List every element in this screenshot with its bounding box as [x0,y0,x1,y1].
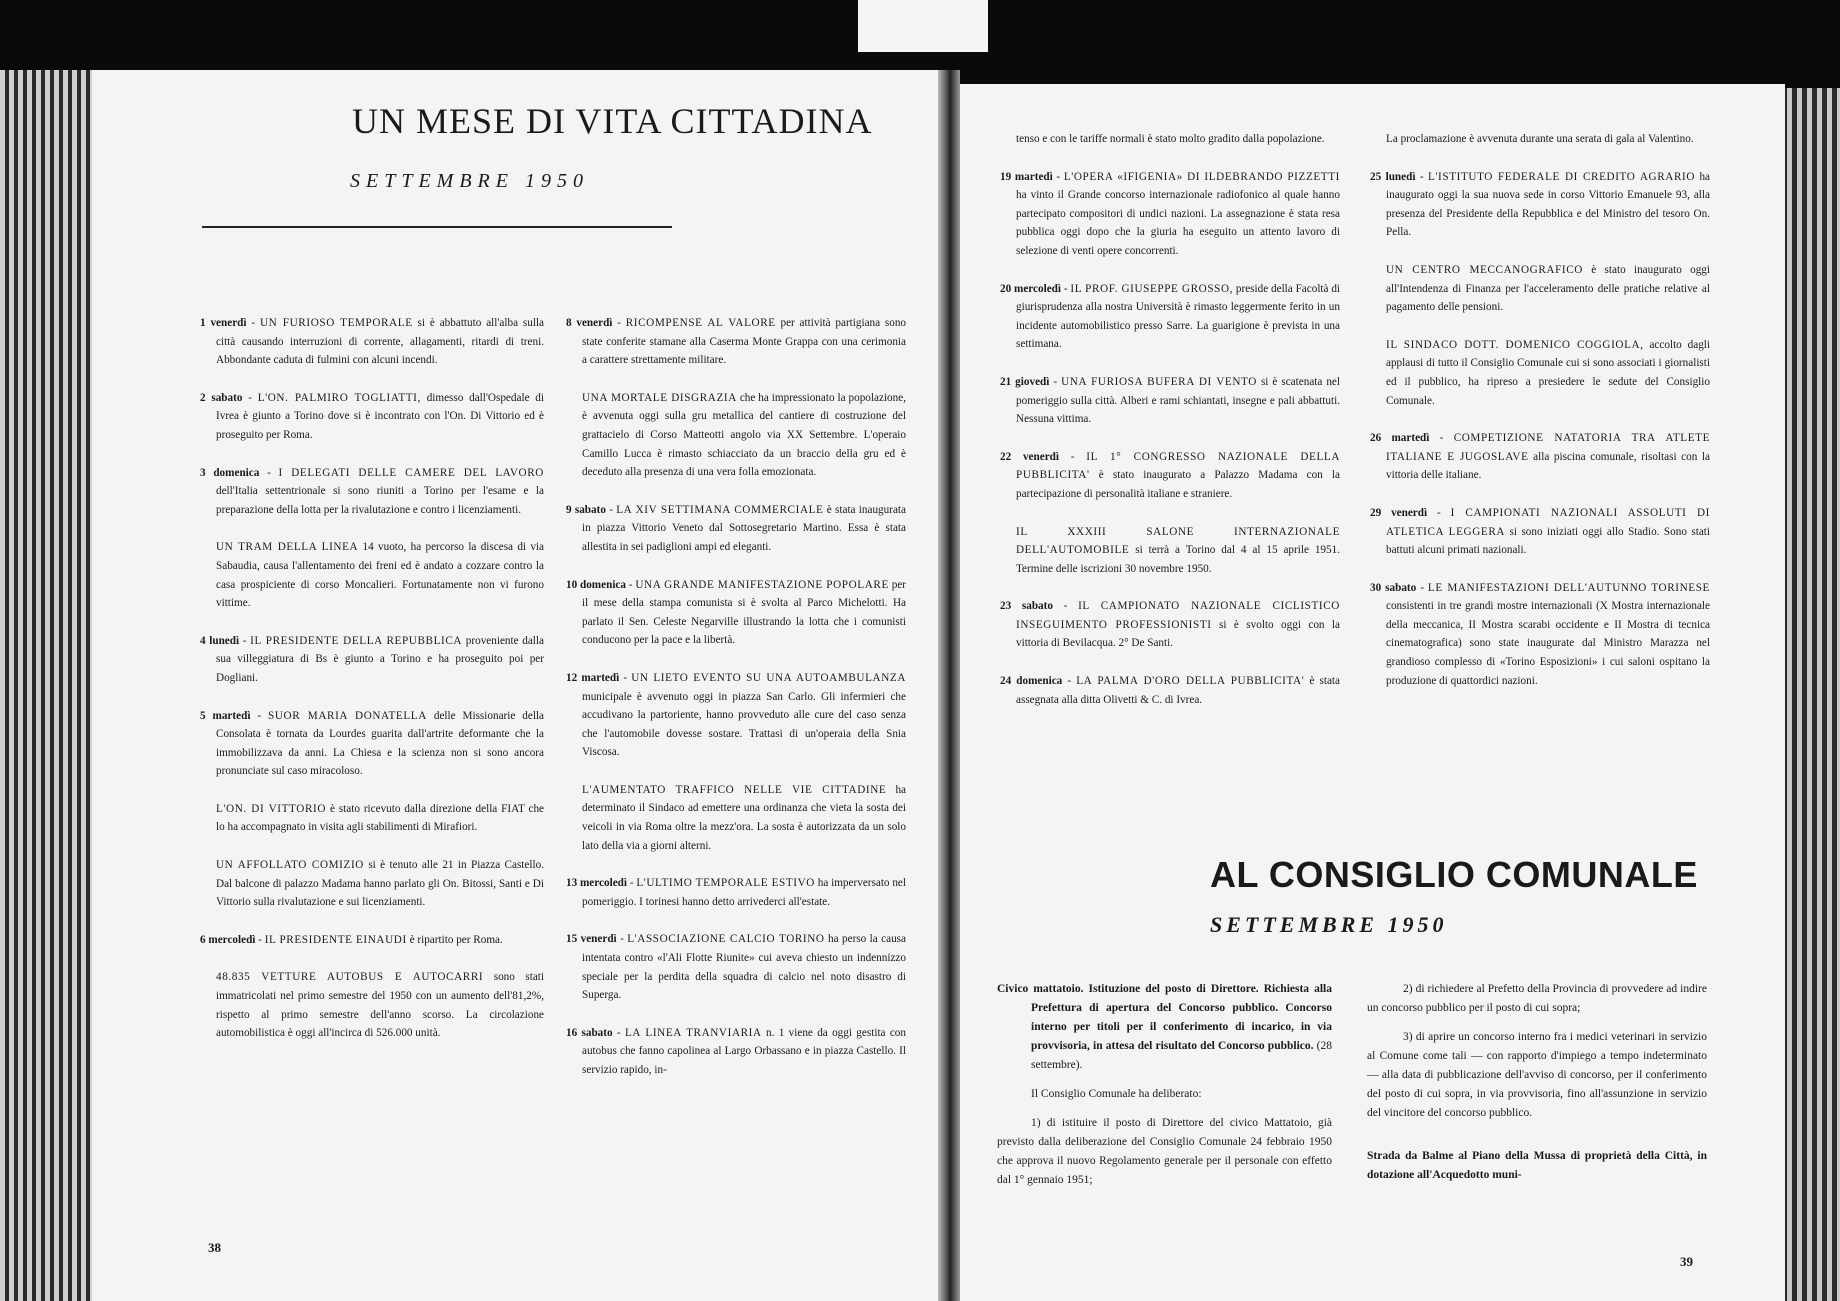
entry-date: 8 venerdì [566,317,613,329]
entry-text: ha vinto il Grande concorso internazionale radiofonico al quale hanno partecipato compositori di undici nazioni. La assegnazione è stata resa pubblica oggi dopo che la giuria ha eseguito un attento lavoro di selezione di venti opere concorrenti. [1016,189,1340,257]
chronicle-entry: 15 venerdì - L'ASSOCIAZIONE CALCIO TORINO ha perso la causa intentata contro «l'Ali Flotte Riunite» cui aveva chiesto un indennizzo speciale per la perdita della squadra di calcio nel noto disastro di Superga. [566,933,907,1002]
entry-text: proveniente dalla sua villeggiatura di Bs è giunto a Torino e ha proseguito poi per Dogliani. [216,634,544,684]
entry-text: è ripartito per Roma. [409,933,503,946]
chronicle-entry: 9 sabato - LA XIV SETTIMANA COMMERCIALE è stata inaugurata in piazza Vittorio Veneto dal Sottosegretario Martino. Essa è stata allestita in sei padiglioni ampi ed eleganti. [566,503,907,553]
entry-text: delle Missionarie della Consolata è tornata da Lourdes guarita dall'artrite deformante che la immobilizzava da anni. La Chiesa e la scienza non si sono ancora pronunciate sul caso miracoloso. [216,709,545,778]
entry-headline: UN LIETO EVENTO SU UNA AUTOAMBULANZA [631,671,906,684]
entry-date: 23 sabato [1000,600,1053,613]
left-page-edges [0,70,95,1301]
entry-headline: IL CAMPIONATO NAZIONALE CICLISTICO INSEGUIMENTO PROFESSIONISTI [1016,600,1340,631]
entry-date: 2 sabato [200,391,243,404]
chronicle-entry: 6 mercoledì - IL PRESIDENTE EINAUDI è ripartito per Roma. [200,933,503,946]
entry-headline: LE MANIFESTAZIONI DELL'AUTUNNO TORINESE [1427,581,1710,594]
right-page [955,84,1785,1301]
chronicle-entry [1370,261,1710,317]
entry-text: n. 1 viene da oggi gestita con autobus che fanno capolinea al Largo Orbassano e in piazza Castello. Il servizio rapido, in- [582,1026,906,1076]
right-column-2 [1370,130,1710,709]
chronicle-entry: 5 martedì - SUOR MARIA DONATELLA delle Missionarie della Consolata è tornata da Lourdes guarita dall'artrite deformante che la immobilizzava da anni. La Chiesa e la scienza non si sono ancora pronunciate sul caso miracoloso. [200,709,545,778]
chronicle-entry: 13 mercoledì - L'ULTIMO TEMPORALE ESTIVO ha imperversato nel pomeriggio. I torinesi hanno detto arrivederci all'estate. [566,877,906,908]
council-column-1 [997,980,1332,1190]
entry-date: 29 venerdì [1370,506,1428,519]
council-title: AL CONSIGLIO COMUNALE [1210,854,1698,895]
chronicle-entry: 29 venerdì - I CAMPIONATI NAZIONALI ASSOLUTI DI ATLETICA LEGGERA si sono iniziati oggi allo Stadio. Sono stati battuti alcuni primati nazionali. [1370,506,1711,557]
council-paragraph: 1) di istituire il posto di Direttore del civico Mattatoio, già previsto dalla deliberazione del Consiglio Comunale 24 febbraio 1950 che approva il nuovo Regolamento generale per il personale con effetto dal 1° gennaio 1951; [997,1117,1332,1186]
chronicle-entry: 30 sabato - LE MANIFESTAZIONI DELL'AUTUNNO TORINESE consistenti in tre grandi mostre internazionali (X Mostra internazionale della meccanica, II Mostra scarabi occidente e II Mostra di tecnica cinematografica) sono state inaugurate dal Ministro Marazza nel grandioso complesso di «Torino Esposizioni» i cui saloni ospitano la produzione di quattordici nazioni. [1370,581,1710,687]
chronicle-entry: 16 sabato - LA LINEA TRANVIARIA n. 1 viene da oggi gestita con autobus che fanno capolinea al Largo Orbassano e in piazza Castello. Il servizio rapido, in- [566,1026,906,1076]
entry-date: 9 sabato [566,503,606,516]
entry-date: 1 venerdì [200,317,247,329]
entry-headline: UNA GRANDE MANIFESTAZIONE POPOLARE [635,578,889,591]
entry-date: 4 lunedì [200,634,240,647]
chronicle-entry [200,856,544,912]
chronicle-entry [566,389,906,482]
entry-text: si è scatenata nel pomeriggio sulla città. Alberi e rami schiantati, insegne e pali abbattuti. Nessuna vittima. [1016,375,1341,426]
entry-headline: IL PROF. GIUSEPPE GROSSO, [1070,282,1234,295]
entry-headline: COMPETIZIONE NATATORIA TRA ATLETE ITALIANE E JUGOSLAVE [1386,432,1710,463]
entry-text: 14 vuoto, ha percorso la discesa di via Sabaudia, causa l'allentamento dei freni ed è andato a cozzare contro la casa prospiciente di corso Moncalieri. Fortunatamente non vi furono vittime. [216,541,545,610]
entry-text: si è tenuto alle 21 in Piazza Castello. Dal balcone di palazzo Madama hanno parlato gli On. Bitossi, Santi e Di Vittorio sulla rivalutazione e sui licenziamenti. [216,859,544,909]
entry-date: 6 mercoledì [200,933,256,946]
entry-text: dell'Italia settentrionale si sono riuniti a Torino per l'esame e la preparazione della lotta per la rivalutazione e contro i licenziamenti. [216,485,544,516]
entry-headline: L'ULTIMO TEMPORALE ESTIVO [636,877,815,890]
entry-date: 30 sabato [1370,581,1417,594]
entry-text: ha perso la causa intentata contro «l'Ali Flotte Riunite» cui aveva chiesto un indennizzo speciale per la perdita della squadra di calcio nel noto disastro di Superga. [582,933,907,1002]
council-subtitle: SETTEMBRE 1950 [1210,912,1448,937]
chronicle-entry: 26 martedì - COMPETIZIONE NATATORIA TRA ATLETE ITALIANE E JUGOSLAVE alla piscina comunale, risoltasi con la vittoria delle italiane. [1370,432,1711,482]
council-item-date: (28 settembre). [1031,1040,1333,1071]
entry-text: ha inaugurato oggi la sua nuova sede in corso Vittorio Emanuele 93, alla presenza del Presidente della Repubblica e del Ministro del tesoro On. Pella. [1386,170,1711,239]
entry-text: ha determinato il Sindaco ad emettere una ordinanza che vieta la sosta dei veicoli in via Roma oltre la mezz'ora. La sosta è autorizzata da un solo lato della via a giorni alterni. [582,783,907,852]
entry-headline: L'ON. DI VITTORIO [216,802,327,815]
entry-text: accolto dagli applausi di tutto il Consiglio Comunale cui si sono associati i giornalisti ed il pubblico, ha ripreso a presiedere le sedute del Consiglio Comunale. [1386,338,1710,407]
chronicle-entry: 23 sabato - IL CAMPIONATO NAZIONALE CICLISTICO INSEGUIMENTO PROFESSIONISTI si è svolto oggi con la vittoria di Bevilacqua. 2° De Santi. [1000,600,1340,650]
entry-headline: UN AFFOLLATO COMIZIO [216,859,364,872]
entry-headline: IL PRESIDENTE EINAUDI [264,933,407,946]
entry-text: ha imperversato nel pomeriggio. I torinesi hanno detto arrivederci all'estate. [582,877,906,908]
page-number-left: 38 [208,1240,221,1255]
entry-text: è stata inaugurata in piazza Vittorio Veneto dal Sottosegretario Martino. Essa è stata allestita in sei padiglioni ampi ed eleganti. [582,503,907,553]
council-column-2 [1367,980,1707,1185]
entry-date: 26 martedì [1370,432,1430,445]
entry-headline: I CAMPIONATI NAZIONALI ASSOLUTI DI ATLETICA LEGGERA [1386,506,1710,538]
chronicle-entry: 25 lunedì - L'ISTITUTO FEDERALE DI CREDITO AGRARIO ha inaugurato oggi la sua nuova sede in corso Vittorio Emanuele 93, alla presenza del Presidente della Repubblica e del Ministro del tesoro On. Pella. [1370,170,1711,239]
entry-text: si sono iniziati oggi allo Stadio. Sono stati battuti alcuni primati nazionali. [1386,525,1711,557]
entry-headline: UN FURIOSO TEMPORALE [259,317,413,329]
left-column-2 [566,314,906,1099]
entry-headline: LA XIV SETTIMANA COMMERCIALE [616,503,824,516]
entry-headline: RICOMPENSE AL VALORE [625,317,776,329]
entry-date: 21 giovedì [1000,375,1050,388]
chronicle-entry [200,538,544,612]
entry-text: è stata assegnata alla ditta Olivetti & C. di Ivrea. [1016,675,1340,706]
page-subtitle: SETTEMBRE 1950 [350,170,589,192]
entry-date: 24 domenica [1000,675,1063,688]
entry-date: 5 martedì [200,709,251,722]
entry-text: dimesso dall'Ospedale di Ivrea è giunto a Torino dove si è incontrato con l'On. Di Vittorio ed è proseguito per Roma. [216,391,544,441]
council-paragraph: 2) di richiedere al Prefetto della Provincia di provvedere ad indire un concorso pubblico per il posto di cui sopra; [1367,983,1707,1014]
entry-text: La proclamazione è avvenuta durante una serata di gala al Valentino. [1386,133,1694,145]
top-page-tab [858,0,988,52]
chronicle-entry [1370,336,1710,410]
entry-text: per attività partigiana sono state conferite stamane alla Caserma Monte Grappa con una cerimonia a carattere strettamente militare. [582,317,907,367]
left-column-1 [200,314,544,1062]
council-item-heading: Civico mattatoio. Istituzione del posto di Direttore. Richiesta alla Prefettura di apertura del Concorso pubblico. Concorso interno per titoli per il conferimento di incarico, in via provvisoria, in attesa del risultato del Concorso pubblico. [997,983,1332,1052]
chronicle-entry [1000,523,1340,579]
entry-text: si è svolto oggi con la vittoria di Bevilacqua. 2° De Santi. [1016,618,1340,650]
chronicle-entry: 2 sabato - L'ON. PALMIRO TOGLIATTI, dimesso dall'Ospedale di Ivrea è giunto a Torino dove si è incontrato con l'On. Di Vittorio ed è proseguito per Roma. [200,391,544,441]
entry-headline: SUOR MARIA DONATELLA [268,709,427,722]
entry-text: è stato inaugurato oggi all'Intendenza di Finanza per l'acceleramento delle pratiche relative al pagamento delle pensioni. [1386,263,1711,314]
entry-headline: UNA MORTALE DISGRAZIA [582,391,737,404]
entry-headline: UN TRAM DELLA LINEA [216,541,359,554]
entry-headline: L'OPERA «IFIGENIA» DI ILDEBRANDO PIZZETTI [1063,170,1341,183]
chronicle-entry: 19 martedì - L'OPERA «IFIGENIA» DI ILDEBRANDO PIZZETTI ha vinto il Grande concorso internazionale radiofonico al quale hanno partecipato compositori di undici nazioni. La assegnazione è stata resa pubblica oggi dopo che la giuria ha eseguito un attento lavoro di selezione di venti opere concorrenti. [1000,170,1341,257]
entry-date: 15 venerdì [566,933,617,946]
entry-headline: UNA FURIOSA BUFERA DI VENTO [1061,375,1257,388]
entry-headline: UN CENTRO MECCANOGRAFICO [1386,263,1583,276]
entry-date: 13 mercoledì [566,877,627,890]
page-title: UN MESE DI VITA CITTADINA [352,101,873,141]
entry-headline: IL SINDACO DOTT. DOMENICO COGGIOLA, [1386,338,1644,351]
entry-text: è stato inaugurato a Palazzo Madama con la partecipazione di personalità italiane e straniere. [1016,469,1340,500]
title-rule [202,226,672,228]
council-paragraph: Il Consiglio Comunale ha deliberato: [1031,1088,1202,1100]
entry-date: 3 domenica [200,466,260,479]
entry-text: municipale è avvenuto oggi in piazza San Carlo. Gli infermieri che accudivano la partoriente, hanno provveduto alle cure del caso senza che l'automobile dovesse sostare. Trattasi di un'operaia della Snia Viscosa. [582,690,906,759]
entry-headline: L'ISTITUTO FEDERALE DI CREDITO AGRARIO [1428,170,1696,183]
entry-text: si è abbattuto all'alba sulla città causando interruzioni di corrente, allagamenti, ritardi di treni. Abbondante caduta di fulmini con alcuni incendi. [216,317,545,367]
chronicle-entry: 12 martedì - UN LIETO EVENTO SU UNA AUTOAMBULANZA municipale è avvenuto oggi in piazza San Carlo. Gli infermieri che accudivano la partoriente, hanno provveduto alle cure del caso senza che l'automobile dovesse sostare. Trattasi di un'operaia della Snia Viscosa. [566,671,906,759]
right-column-1 [1000,130,1340,728]
book-gutter [938,70,960,1301]
entry-text: per il mese della stampa comunista si è svolta al Parco Michelotti. Ha parlato il Sen. Celeste Negarville illustrando la lotta che i comunisti conducono per la pace e la libertà. [582,578,906,647]
entry-headline: IL 1° CONGRESSO NAZIONALE DELLA PUBBLICITA' [1016,450,1340,482]
chronicle-entry: 4 lunedì - IL PRESIDENTE DELLA REPUBBLICA proveniente dalla sua villeggiatura di Bs è giunto a Torino e ha proseguito poi per Dogliani. [200,634,544,684]
entry-headline: 48.835 VETTURE AUTOBUS E AUTOCARRI [216,971,484,984]
entry-headline: I DELEGATI DELLE CAMERE DEL LAVORO [278,466,544,479]
left-page [92,70,945,1301]
right-page-edges [1782,88,1840,1301]
chronicle-entry: 24 domenica - LA PALMA D'ORO DELLA PUBBLICITA' è stata assegnata alla ditta Olivetti & C. di Ivrea. [1000,675,1340,706]
chronicle-entry: 21 giovedì - UNA FURIOSA BUFERA DI VENTO si è scatenata nel pomeriggio sulla città. Alberi e rami schiantati, insegne e pali abbattuti. Nessuna vittima. [1000,375,1341,426]
entry-text: preside della Facoltà di giurisprudenza alla nostra Università è rimasto leggermente ferito in un incidente automobilistico presso Sarre. La guarigione è prevista in una settimana. [1016,282,1341,351]
chronicle-entry: 8 venerdì - RICOMPENSE AL VALORE per attività partigiana sono state conferite stamane alla Caserma Monte Grappa con una cerimonia a carattere strettamente militare. [566,317,907,367]
chronicle-entry [1000,130,1340,149]
entry-date: 16 sabato [566,1026,613,1039]
entry-date: 10 domenica [566,578,626,591]
entry-headline: IL XXXIII SALONE INTERNAZIONALE DELL'AUTOMOBILE [1016,525,1340,557]
entry-date: 19 martedì [1000,170,1053,183]
entry-headline: IL PRESIDENTE DELLA REPUBBLICA [250,634,463,647]
chronicle-entry: 3 domenica - I DELEGATI DELLE CAMERE DEL LAVORO dell'Italia settentrionale si sono riuniti a Torino per l'esame e la preparazione della lotta per la rivalutazione e contro i licenziamenti. [200,466,544,516]
chronicle-entry [566,781,906,855]
entry-text: è stato ricevuto dalla direzione della FIAT che lo ha accompagnato in visita agli stabilimenti di Mirafiori. [216,802,545,834]
chronicle-entry: 10 domenica - UNA GRANDE MANIFESTAZIONE POPOLARE per il mese della stampa comunista si è svolta al Parco Michelotti. Ha parlato il Sen. Celeste Negarville illustrando la lotta che i comunisti conducono per la pace e la libertà. [566,578,906,647]
council-paragraph: 3) di aprire un concorso interno fra i medici veterinari in servizio al Comune come tali — con rapporto d'impiego a tempo indeterminato — alla data di pubblicazione dell'avviso di concorso, per il conferimento del posto di cui sopra, in via provvisoria, fino all'assunzione in servizio del vincitore del concorso pubblico. [1367,1031,1707,1119]
entry-text: sono stati immatricolati nel primo semestre del 1950 con un aumento dell'81,2%, rispetto al primo semestre dell'anno scorso. La circolazione automobilistica è oggi all'incirca di 526.000 unità. [216,971,544,1040]
chronicle-entry: 22 venerdì - IL 1° CONGRESSO NAZIONALE DELLA PUBBLICITA' è stato inaugurato a Palazzo Madama con la partecipazione di personalità italiane e straniere. [1000,450,1340,500]
entry-text: alla piscina comunale, risoltasi con la vittoria delle italiane. [1386,450,1711,482]
entry-date: 20 mercoledì [1000,282,1062,295]
entry-headline: L'ON. PALMIRO TOGLIATTI, [257,391,421,404]
entry-headline: L'ASSOCIAZIONE CALCIO TORINO [627,933,825,946]
entry-headline: LA PALMA D'ORO DELLA PUBBLICITA' [1076,675,1305,688]
page-number-right: 39 [1680,1254,1693,1269]
entry-text: che ha impressionato la popolazione, è avvenuta oggi sulla gru metallica del cantiere di costruzione del grattacielo di Corso Matteotti angolo via XX Settembre. L'operaio Camillo Lucca è rimasto schiacciato da un braccio della gru ed è deceduto alla presenza di una vera folla emozionata. [582,391,906,479]
entry-text: consistenti in tre grandi mostre internazionali (X Mostra internazionale della meccanica, II Mostra scarabi occidente e II Mostra di tecnica cinematografica) sono state inaugurate dal Ministro Marazza nel grandioso complesso di «Torino Esposizioni» i cui saloni ospitano la produzione di quattordici nazioni. [1386,600,1710,687]
chronicle-entry: 1 venerdì - UN FURIOSO TEMPORALE si è abbattuto all'alba sulla città causando interruzioni di corrente, allagamenti, ritardi di treni. Abbondante caduta di fulmini con alcuni incendi. [200,317,545,367]
council-item-heading: Strada da Balme al Piano della Mussa di proprietà della Città, in dotazione all'Acquedotto muni- [1367,1150,1707,1181]
entry-headline: L'AUMENTATO TRAFFICO NELLE VIE CITTADINE [582,783,887,796]
entry-headline: LA LINEA TRANVIARIA [625,1026,762,1039]
entry-text: tenso e con le tariffe normali è stato molto gradito dalla popolazione. [1016,133,1325,145]
chronicle-entry [1370,130,1710,149]
entry-date: 22 venerdì [1000,450,1060,463]
chronicle-entry [200,800,544,837]
entry-date: 12 martedì [566,671,620,684]
chronicle-entry [200,968,544,1042]
entry-date: 25 lunedì [1370,170,1416,183]
entry-text: si terrà a Torino dal 4 al 15 aprile 1951. Termine delle iscrizioni 30 novembre 1950. [1016,544,1341,575]
chronicle-entry: 20 mercoledì - IL PROF. GIUSEPPE GROSSO, preside della Facoltà di giurisprudenza alla nostra Università è rimasto leggermente ferito in un incidente automobilistico presso Sarre. La guarigione è prevista in una settimana. [1000,282,1341,351]
